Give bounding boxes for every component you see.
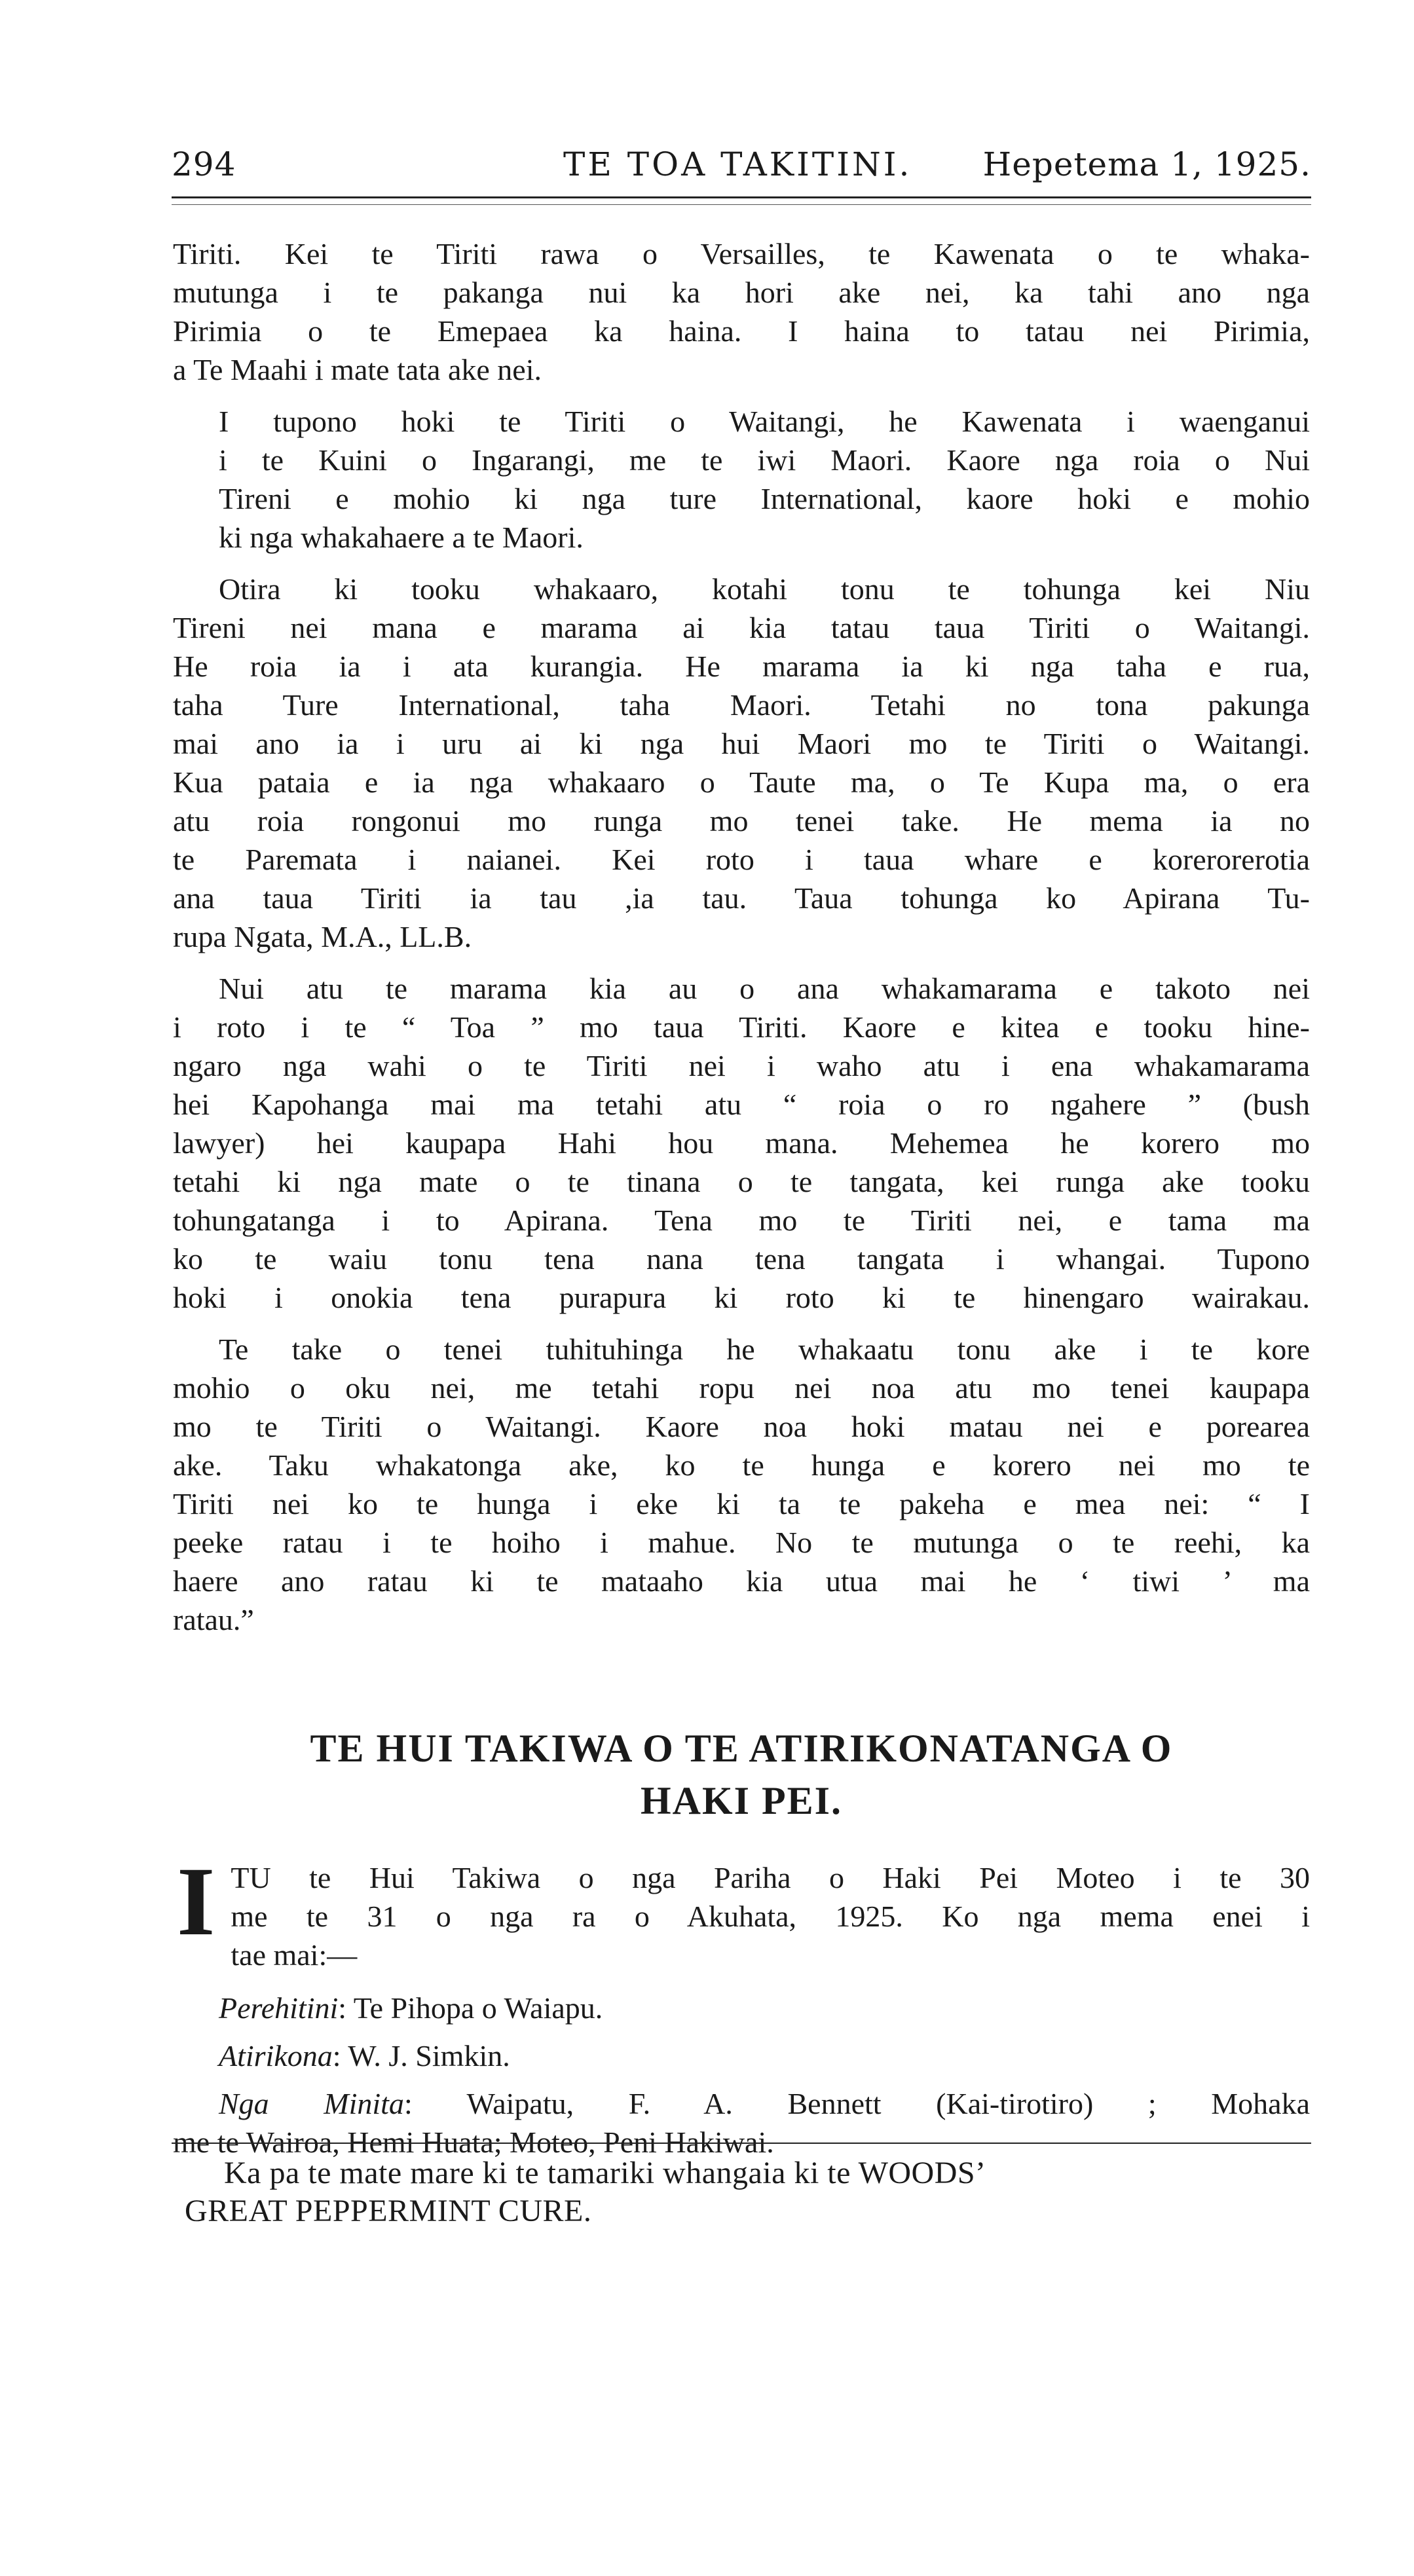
text-line: peeke ratau i te hoiho i mahue. No te mutunga o te reehi, ka — [173, 1526, 1310, 1559]
text-line: i roto i te “ Toa ” mo taua Tiriti. Kaore e kitea e tooku hine- — [173, 1010, 1310, 1044]
page-number: 294 — [172, 145, 236, 183]
text-line: lawyer) hei kaupapa Hahi hou mana. Mehemea he korero mo — [173, 1126, 1310, 1160]
text-line: tetahi ki nga mate o te tinana o te tangata, kei runga ake tooku — [173, 1165, 1310, 1198]
section-heading-line-2: HAKI PEI. — [640, 1779, 843, 1822]
header-rule-thin — [172, 204, 1311, 205]
ministers-label: Nga Minita — [219, 2087, 404, 2120]
text-line: Kua pataia e ia nga whakaaro o Taute ma, o Te Kupa ma, o era — [173, 765, 1310, 799]
article-body — [173, 234, 1310, 1652]
text-line: taha Ture International, taha Maori. Tetahi no tona pakunga — [173, 688, 1310, 722]
text-line: ake. Taku whakatonga ake, ko te hunga e korero nei mo te — [173, 1448, 1310, 1482]
text-line: I tupono hoki te Tiriti o Waitangi, he Kawenata i waenganui — [219, 405, 1310, 438]
text-line: i te Kuini o Ingarangi, me te iwi Maori. Kaore nga roia o Nui — [219, 443, 1310, 477]
advert-rule — [172, 2143, 1311, 2144]
text-line: TU te Hui Takiwa o nga Pariha o Haki Pei Moteo i te 30 — [231, 1861, 1310, 1894]
text-line: ana taua Tiriti ia tau ,ia tau. Taua tohunga ko Apirana Tu- — [173, 881, 1310, 915]
ministers-row — [173, 2084, 1310, 2162]
publication-title: TE TOA TAKITINI. — [563, 145, 912, 183]
paragraph-4 — [173, 969, 1310, 1317]
text-line: a Te Maahi i mate tata ake nei. — [173, 353, 542, 386]
advertisement — [185, 2154, 1309, 2230]
notice-lead — [173, 1847, 1310, 1974]
text-line: Tiriti nei ko te hunga i eke ki ta te pakeha e mea nei: “ I — [173, 1487, 1310, 1520]
section-heading — [173, 1722, 1310, 1827]
text-line: tohungatanga i to Apirana. Tena mo te Tiriti nei, e tama ma — [173, 1204, 1310, 1237]
text-line: Pirimia o te Emepaea ka haina. I haina to tatau nei Pirimia, — [173, 314, 1310, 348]
paragraph-5 — [173, 1330, 1310, 1639]
text-line: He roia ia i ata kurangia. He marama ia ki nga taha e rua, — [173, 650, 1310, 683]
advert-line-2: GREAT PEPPERMINT CURE. — [185, 2194, 592, 2228]
text-line: ratau.” — [173, 1603, 254, 1636]
text-line: mai ano ia i uru ai ki nga hui Maori mo te Tiriti o Waitangi. — [173, 727, 1310, 760]
text-line: Otira ki tooku whakaaro, kotahi tonu te tohunga kei Niu — [219, 572, 1310, 606]
text-line: ngaro nga wahi o te Tiriti nei i waho atu i ena whakamarama — [173, 1049, 1310, 1082]
text-line: hoki i onokia tena purapura ki roto ki te hinengaro wairakau. — [173, 1281, 1310, 1314]
archdeacon-label: Atirikona — [219, 2039, 333, 2072]
text-line: rupa Ngata, M.A., LL.B. — [173, 920, 472, 953]
paragraph-1 — [173, 234, 1310, 389]
text-line: Te take o tenei tuhituhinga he whakaatu tonu ake i te kore — [219, 1333, 1310, 1366]
text-line: mo te Tiriti o Waitangi. Kaore noa hoki matau nei e porearea — [173, 1410, 1310, 1443]
chair-label: Perehitini — [219, 1991, 339, 2025]
page-header — [172, 145, 1311, 189]
text-line — [173, 2084, 1310, 2123]
ministers-value: : Waipatu, F. A. Bennett (Kai-tirotiro) ; Mohaka — [403, 2087, 1310, 2120]
text-line: me te Wairoa, Hemi Huata; Moteo, Peni Hakiwai. — [173, 2125, 774, 2159]
issue-date: Hepetema 1, 1925. — [982, 145, 1311, 183]
text-line: tae mai:— — [231, 1938, 358, 1972]
text-line: ki nga whakahaere a te Maori. — [219, 521, 584, 554]
archdeacon-row — [219, 2036, 1310, 2075]
text-line: ko te waiu tonu tena nana tena tangata i whangai. Tupono — [173, 1242, 1310, 1276]
text-line: me te 31 o nga ra o Akuhata, 1925. Ko nga mema enei i — [231, 1900, 1310, 1933]
text-line: Nui atu te marama kia au o ana whakamarama e takoto nei — [219, 972, 1310, 1005]
drop-cap: I — [177, 1847, 215, 1956]
paragraph-3 — [173, 570, 1310, 956]
meeting-notice — [173, 1847, 1310, 2162]
section-heading-line-1: TE HUI TAKIWA O TE ATIRIKONATANGA O — [310, 1727, 1173, 1770]
text-line: Tiriti. Kei te Tiriti rawa o Versailles, te Kawenata o te whaka- — [173, 237, 1310, 270]
text-line: hei Kapohanga mai ma tetahi atu “ roia o ro ngahere ” (bush — [173, 1088, 1310, 1121]
text-line: mutunga i te pakanga nui ka hori ake nei, ka tahi ano nga — [173, 276, 1310, 309]
header-rule — [172, 196, 1311, 198]
text-line: Tireni e mohio ki nga ture International, kaore hoki e mohio — [219, 482, 1310, 515]
paragraph-2 — [173, 402, 1310, 557]
text-line: haere ano ratau ki te mataaho kia utua mai he ‘ tiwi ’ ma — [173, 1564, 1310, 1598]
archdeacon-value: : W. J. Simkin. — [332, 2039, 510, 2072]
text-line: Tireni nei mana e marama ai kia tatau taua Tiriti o Waitangi. — [173, 611, 1310, 644]
text-line: mohio o oku nei, me tetahi ropu nei noa atu mo tenei kaupapa — [173, 1371, 1310, 1405]
chair-row — [219, 1989, 1310, 2027]
chair-value: : Te Pihopa o Waiapu. — [338, 1991, 603, 2025]
text-line: te Paremata i naianei. Kei roto i taua whare e korerorerotia — [173, 843, 1310, 876]
advert-line-1: Ka pa te mate mare ki te tamariki whangaia ki te WOODS’ — [224, 2156, 986, 2190]
text-line: atu roia rongonui mo runga mo tenei take. He mema ia no — [173, 804, 1310, 837]
